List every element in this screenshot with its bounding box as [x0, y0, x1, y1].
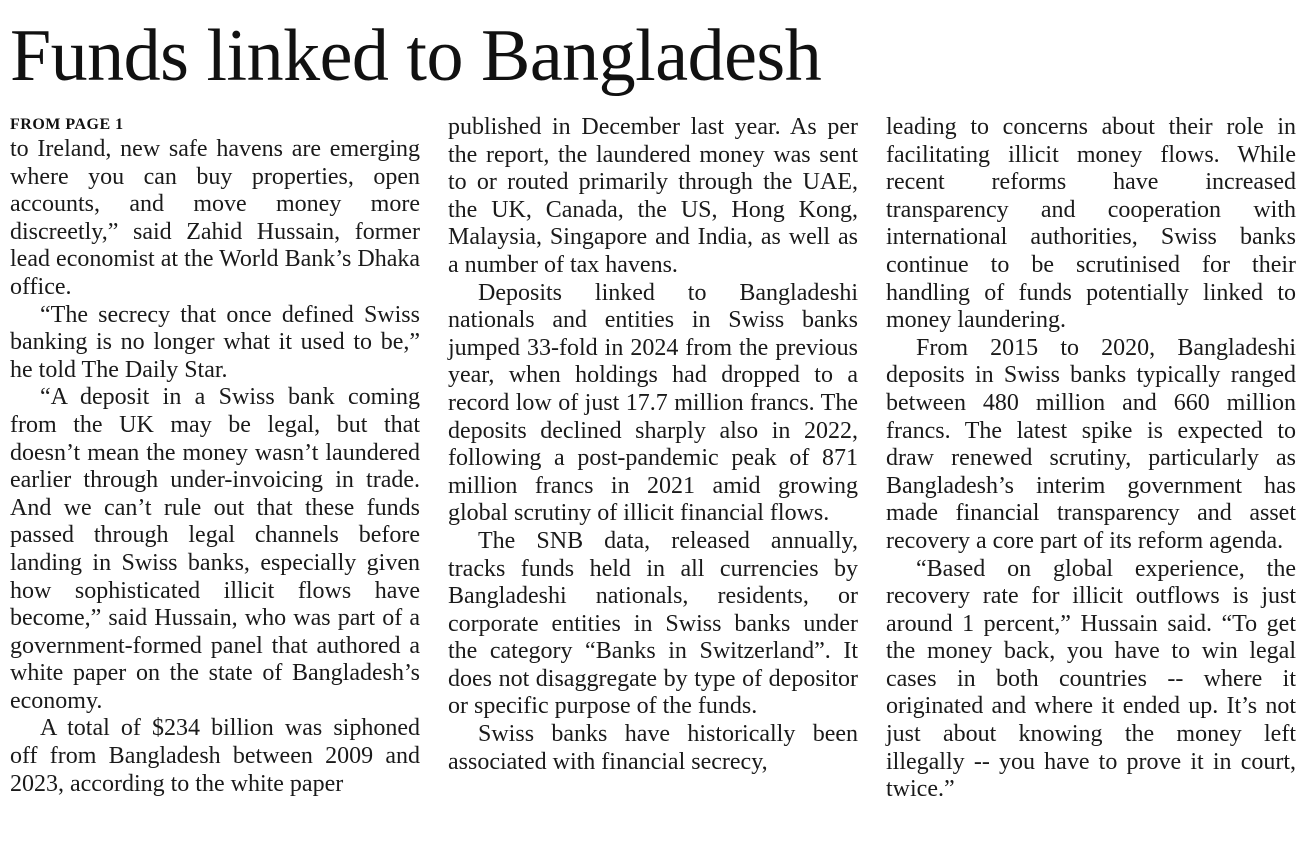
article-column-3: [886, 114, 1296, 804]
paragraph: Deposits linked to Bangladeshi nationals and entities in Swiss banks jumped 33-fold in 2024 from the previous year, when holdings had dropped to a record low of just 17.7 million francs. The deposits declined sharply also in 2022, following a post-pandemic peak of 871 million francs in 2021 amid growing global scrutiny of illicit financial flows.: [448, 279, 858, 527]
paragraph: Swiss banks have historically been associated with financial secrecy,: [448, 721, 858, 775]
article-column-1: [10, 114, 420, 798]
paragraph: The SNB data, released annually, tracks funds held in all currencies by Bangladeshi nationals, residents, or corporate entities in Swiss banks under the category “Banks in Switzerland”. It does not disaggregate by type of depositor or specific purpose of the funds.: [448, 527, 858, 720]
paragraph: “Based on global experience, the recovery rate for illicit outflows is just around 1 percent,” Hussain said. “To get the money back, you have to win legal cases in both countries -- where it originated and where it ended up. It’s not just about knowing the money left illegally -- you have to prove it in court, twice.”: [886, 555, 1296, 803]
paragraph: published in December last year. As per the report, the laundered money was sent to or routed primarily through the UAE, the UK, Canada, the US, Hong Kong, Malaysia, Singapore and India, as well as a number of tax havens.: [448, 114, 858, 278]
paragraph: From 2015 to 2020, Bangladeshi deposits in Swiss banks typically ranged between 480 million and 660 million francs. The latest spike is expected to draw renewed scrutiny, particularly as Bangladesh’s interim government has made financial transparency and asset recovery a core part of its reform agenda.: [886, 334, 1296, 554]
paragraph: leading to concerns about their role in facilitating illicit money flows. While recent reforms have increased transparency and cooperation with international authorities, Swiss banks continue to be scrutinised for their handling of funds potentially linked to money laundering.: [886, 114, 1296, 334]
paragraph: to Ireland, new safe havens are emerging where you can buy properties, open accounts, and move money more discreetly,” said Zahid Hussain, former lead economist at the World Bank’s Dhaka office.: [10, 136, 420, 300]
headline: Funds linked to Bangladesh: [10, 15, 822, 97]
paragraph: A total of $234 billion was siphoned off from Bangladesh between 2009 and 2023, according to the white paper: [10, 715, 420, 797]
paragraph: “The secrecy that once defined Swiss banking is no longer what it used to be,” he told The Daily Star.: [10, 301, 420, 383]
paragraph: “A deposit in a Swiss bank coming from the UK may be legal, but that doesn’t mean the money wasn’t laundered earlier through under-invoicing in trade. And we can’t rule out that these funds passed through legal channels before landing in Swiss banks, especially given how sophisticated illicit flows have become,” said Hussain, who was part of a government-formed panel that authored a white paper on the state of Bangladesh’s economy.: [10, 384, 420, 714]
jump-kicker: FROM PAGE 1: [10, 116, 124, 133]
article-column-2: [448, 114, 858, 776]
